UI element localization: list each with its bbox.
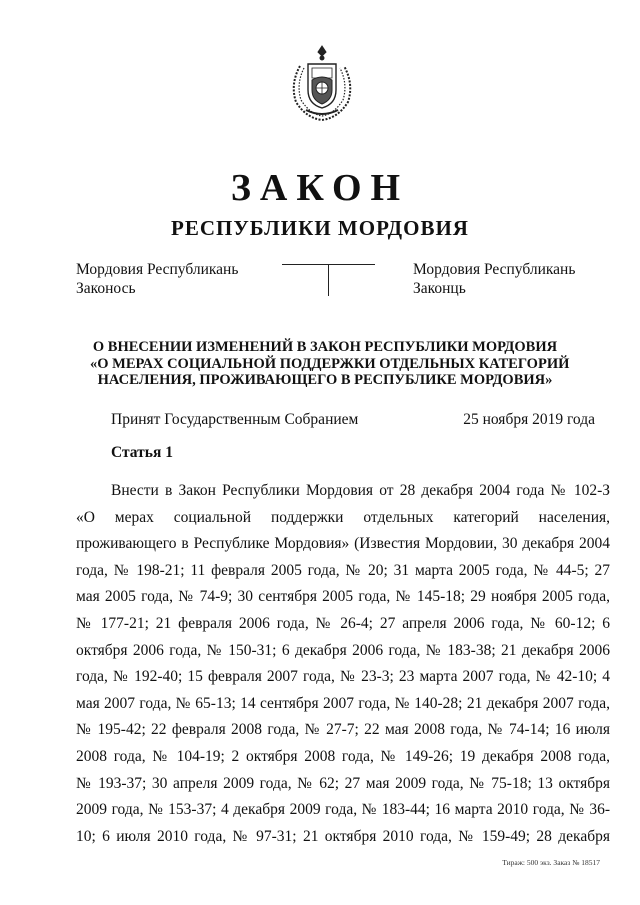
adopted-by: Принят Государственным Собранием — [111, 411, 359, 428]
body-text — [76, 478, 610, 850]
body-line: октября 2006 года, № 150-31; 6 декабря 2006 года, № 183-38; 21 декабря 2006 — [76, 641, 610, 659]
adopted-date: 25 ноября 2019 года — [463, 411, 595, 428]
body-line: мая 2005 года, № 74-9; 30 сентября 2005 года, № 145-18; 29 ноября 2005 года, — [76, 588, 610, 606]
document-subtitle: РЕСПУБЛИКИ МОРДОВИЯ — [171, 216, 469, 240]
body-line: Внести в Закон Республики Мордовия от 28 декабря 2004 года № 102-З — [111, 482, 610, 499]
coat-of-arms-mordovia-icon — [286, 44, 358, 122]
body-line: года, № 198-21; 11 февраля 2005 года, № 20; 31 марта 2005 года, № 44-5; 27 — [76, 561, 610, 579]
law-title-line-1: О ВНЕСЕНИИ ИЗМЕНЕНИЙ В ЗАКОН РЕСПУБЛИКИ МОРДОВИЯ — [92, 339, 558, 355]
body-line: 2008 года, № 104-19; 2 октября 2008 года, № 149-26; 19 декабря 2008 года, — [76, 747, 610, 765]
body-line: № 177-21; 21 февраля 2006 года, № 26-4; 27 апреля 2006 года, № 60-12; 6 — [76, 614, 610, 632]
body-line: мая 2007 года, № 65-13; 14 сентября 2007 года, № 140-28; 21 декабря 2007 года, — [76, 694, 610, 712]
body-line: 2009 года, № 153-37; 4 декабря 2009 года, № 183-44; 16 марта 2010 года, № 36- — [76, 801, 610, 819]
title-moksha-line-2: Законць — [413, 280, 466, 297]
title-moksha-line-1: Мордовия Республикань — [413, 261, 576, 278]
title-erzya-line-2: Законось — [76, 280, 136, 297]
article-heading: Статья 1 — [111, 444, 173, 461]
title-erzya-line-1: Мордовия Республикань — [76, 261, 239, 278]
body-line: проживающего в Республике Мордовия» (Известия Мордовии, 30 декабря 2004 — [76, 535, 610, 553]
title-moksha-block — [413, 260, 613, 298]
body-line: года, № 192-40; 15 февраля 2007 года, № 23-3; 23 марта 2007 года, № 42-10; 4 — [76, 668, 610, 686]
divider-vertical — [328, 264, 329, 296]
law-title-line-2: «О МЕРАХ СОЦИАЛЬНОЙ ПОДДЕРЖКИ ОТДЕЛЬНЫХ КАТЕГОРИЙ — [90, 355, 570, 372]
body-line: 10; 6 июля 2010 года, № 97-31; 21 октября 2010 года, № 159-49; 28 декабря — [76, 827, 610, 845]
law-title — [90, 339, 570, 389]
body-line: № 193-37; 30 апреля 2009 года, № 62; 27 мая 2009 года, № 75-18; 13 октября — [76, 774, 610, 792]
print-run-note: Тираж: 500 экз. Заказ № 18517 — [502, 858, 600, 867]
body-line: № 195-42; 22 февраля 2008 года, № 27-7; 22 мая 2008 года, № 74-14; 16 июля — [76, 721, 610, 739]
law-title-line-3: НАСЕЛЕНИЯ, ПРОЖИВАЮЩЕГО В РЕСПУБЛИКЕ МОРДОВИЯ» — [97, 372, 553, 388]
document-title: ЗАКОН — [230, 167, 410, 209]
body-line: «О мерах социальной поддержки отдельных категорий населения, — [76, 508, 610, 526]
title-erzya-block — [76, 260, 276, 298]
